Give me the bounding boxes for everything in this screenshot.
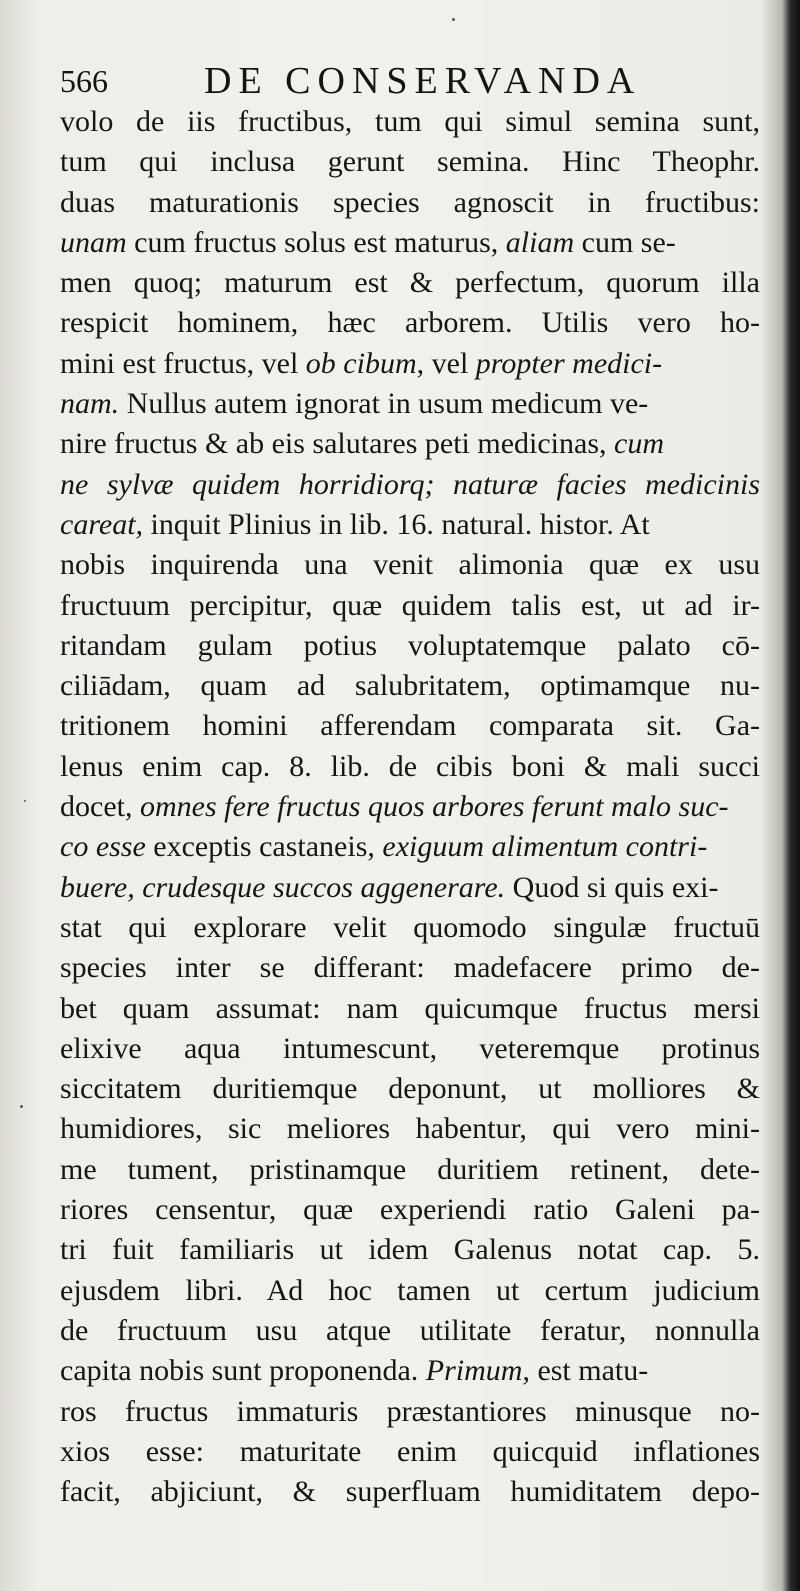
text-segment: exceptis castaneis, <box>145 830 383 864</box>
text-segment: tum qui inclusa gerunt semina. Hinc Theophr. <box>60 145 760 179</box>
text-line <box>60 666 760 706</box>
text-line <box>60 303 760 343</box>
text-segment: duas maturationis species agnoscit in fructibus: <box>60 185 760 219</box>
text-line <box>60 384 760 424</box>
italic-segment: exiguum alimentum contri- <box>382 830 708 864</box>
running-title: DE CONSERVANDA <box>204 60 642 102</box>
text-segment: est matu- <box>529 1354 649 1388</box>
text-segment: me tument, pristinamque duritiem retinent, dete- <box>60 1152 760 1186</box>
text-segment: respicit hominem, hæc arborem. Utilis vero ho- <box>60 306 760 340</box>
text-segment: ros fructus immaturis præstantiores minusque no- <box>60 1394 760 1428</box>
text-line <box>60 142 760 182</box>
text-segment: nobis inquirenda una venit alimonia quæ ex usu <box>60 548 760 582</box>
text-segment: de fructuum usu atque utilitate feratur, nonnulla <box>60 1313 760 1347</box>
text-segment: stat qui explorare velit quomodo singulæ fructuū <box>60 910 760 944</box>
text-segment: species inter se differant: madefacere primo de- <box>60 951 760 985</box>
text-segment: inquit Plinius in lib. 16. natural. histor. At <box>143 507 650 541</box>
text-segment: Nullus autem ignorat in usum medicum ve- <box>119 387 649 421</box>
page-header <box>60 58 760 104</box>
text-segment: humidiores, sic meliores habentur, qui vero mini- <box>60 1112 760 1146</box>
text-line <box>60 989 760 1029</box>
text-segment: ejusdem libri. Ad hoc tamen ut certum judicium <box>60 1273 760 1307</box>
italic-segment: careat, <box>60 507 144 541</box>
italic-segment: cum <box>614 427 664 461</box>
text-line <box>60 344 760 384</box>
text-segment: cum se- <box>574 225 676 259</box>
ink-speck <box>452 18 455 21</box>
text-line <box>60 948 760 988</box>
text-segment: , vel <box>416 346 476 380</box>
text-segment: riores censentur, quæ experiendi ratio Galeni pa- <box>60 1193 760 1227</box>
text-segment: capita nobis sunt proponenda. <box>60 1354 426 1388</box>
page-number: 566 <box>60 63 108 99</box>
text-segment: nire fructus & ab eis salutares peti medicinas, <box>60 427 614 461</box>
text-line <box>60 102 760 142</box>
text-line <box>60 424 760 464</box>
italic-segment: propter medici- <box>475 346 663 380</box>
text-line <box>60 223 760 263</box>
italic-segment: omnes fere fructus quos arbores ferunt malo suc- <box>139 790 729 824</box>
italic-segment: nam. <box>60 387 120 421</box>
text-line <box>60 626 760 666</box>
ink-speck <box>20 1105 23 1108</box>
text-line <box>60 1109 760 1149</box>
text-line <box>60 1230 760 1270</box>
text-line <box>60 706 760 746</box>
text-segment: lenus enim cap. 8. lib. de cibis boni & mali succi <box>60 749 760 783</box>
text-segment: tritionem homini afferendam comparata sit. Ga- <box>60 709 760 743</box>
text-segment: mini est fructus, vel <box>60 346 306 380</box>
text-segment: ciliādam, quam ad salubritatem, optimamque nu- <box>60 669 760 703</box>
ink-speck <box>24 800 26 802</box>
text-line <box>60 1190 760 1230</box>
italic-segment: co esse <box>60 830 146 864</box>
text-line <box>60 465 760 505</box>
text-line <box>60 1392 760 1432</box>
italic-segment: buere, crudesque succos aggenerare. <box>60 870 506 904</box>
text-segment: cum fructus solus est maturus, <box>126 225 506 259</box>
text-line <box>60 1029 760 1069</box>
text-line <box>60 263 760 303</box>
text-line <box>60 1432 760 1472</box>
text-line <box>60 183 760 223</box>
text-segment: volo de iis fructibus, tum qui simul semina sunt, <box>60 105 760 138</box>
text-line <box>60 1271 760 1311</box>
text-line <box>60 586 760 626</box>
text-line <box>60 787 760 827</box>
italic-segment: Primum, <box>425 1354 530 1388</box>
text-line <box>60 747 760 787</box>
text-line <box>60 505 760 545</box>
text-line <box>60 1311 760 1351</box>
text-line <box>60 908 760 948</box>
text-segment: xios esse: maturitate enim quicquid inflationes <box>60 1434 760 1468</box>
text-segment: men quoq; maturum est & perfectum, quorum illa <box>60 266 760 300</box>
text-line <box>60 1069 760 1109</box>
text-segment: fructuum percipitur, quæ quidem talis est, ut ad ir- <box>60 588 760 622</box>
text-segment: bet quam assumat: nam quicumque fructus mersi <box>60 991 760 1025</box>
text-segment: ritandam gulam potius voluptatemque palato cō- <box>60 628 760 662</box>
text-line <box>60 1351 760 1391</box>
text-line <box>60 827 760 867</box>
text-line <box>60 868 760 908</box>
text-segment: Quod si quis exi- <box>505 870 719 904</box>
text-line <box>60 545 760 585</box>
text-segment: elixive aqua intumescunt, veteremque protinus <box>60 1031 760 1065</box>
text-segment: docet, <box>60 790 140 824</box>
body-text <box>60 102 760 1512</box>
italic-segment: unam <box>60 225 127 259</box>
italic-segment: aliam <box>505 225 575 259</box>
text-segment: tri fuit familiaris ut idem Galenus notat cap. 5. <box>60 1233 760 1267</box>
text-segment: facit, abjiciunt, & superfluam humiditatem depo- <box>60 1475 760 1509</box>
italic-segment: ob cibum <box>305 346 417 380</box>
text-segment: siccitatem duritiemque deponunt, ut molliores & <box>60 1072 760 1106</box>
text-segment: ne sylvæ quidem horridiorq; naturæ facies medicinis <box>60 467 760 501</box>
text-line <box>60 1150 760 1190</box>
text-line <box>60 1472 760 1512</box>
